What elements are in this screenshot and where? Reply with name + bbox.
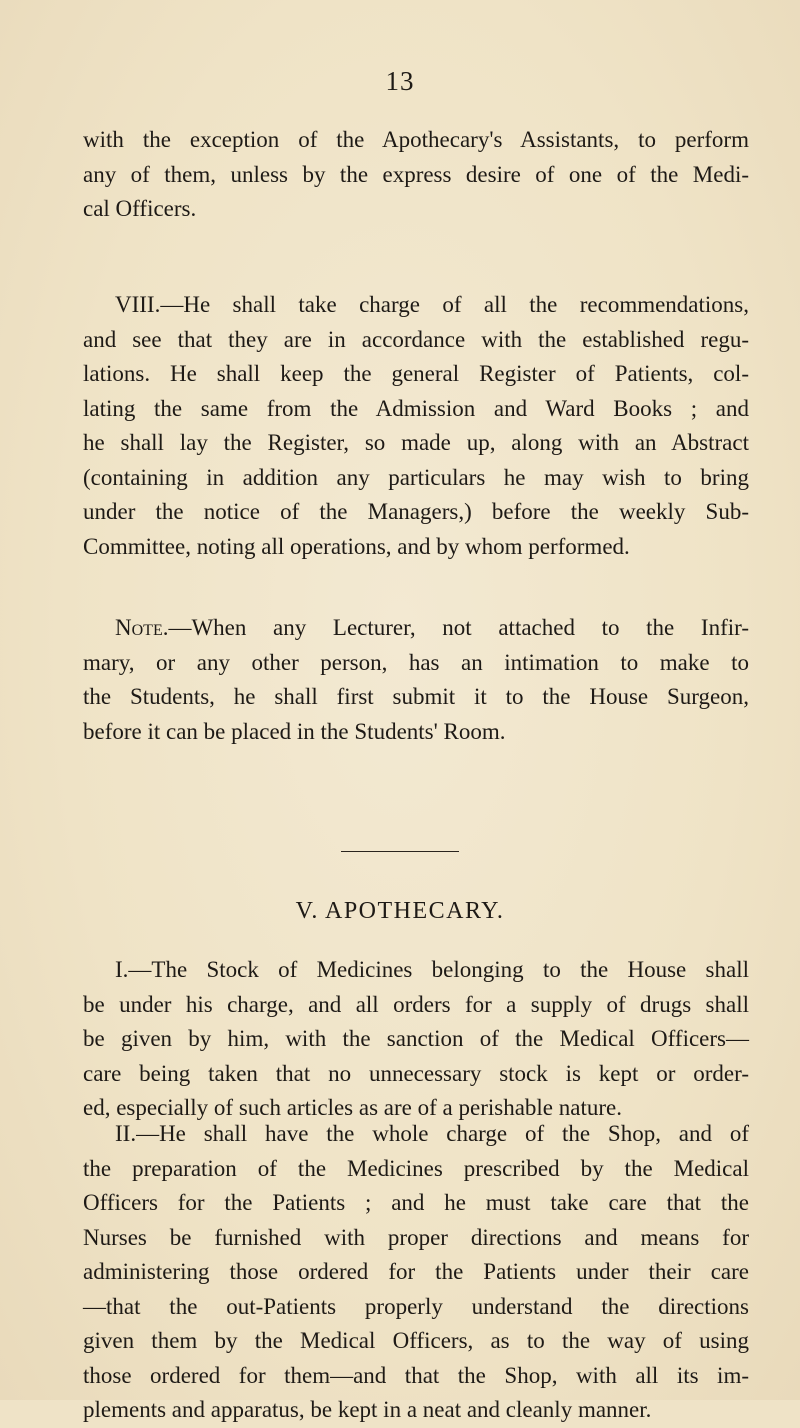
text-line: given them by the Medical Officers, as to the way of using	[83, 1328, 749, 1353]
text-line: Officers for the Patients ; and he must take care that the	[83, 1190, 749, 1215]
text-line: before it can be placed in the Students' Room.	[83, 718, 506, 744]
rule-i-paragraph	[83, 953, 749, 1126]
text-line: —that the out-Patients properly understand the directions	[83, 1293, 749, 1319]
continuation-paragraph	[83, 123, 749, 227]
text-line: any of them, unless by the express desire of one of the Medi-	[83, 161, 749, 187]
note-line-text: —When any Lecturer, not attached to the Infir-	[168, 615, 749, 640]
text-line: (containing in addition any particulars he may wish to bring	[83, 464, 749, 490]
text-line: be given by him, with the sanction of the Medical Officers—	[83, 1026, 749, 1051]
text-line	[83, 611, 749, 646]
section-heading: V. APOTHECARY.	[295, 898, 505, 924]
text-line: and see that they are in accordance with the established regu-	[83, 326, 749, 352]
text-line: ed, especially of such articles as are of a perishable nature.	[83, 1095, 622, 1120]
text-line: Committee, noting all operations, and by whom performed.	[83, 533, 630, 559]
note-paragraph	[83, 611, 749, 749]
text-line: mary, or any other person, has an intimation to make to	[83, 649, 749, 675]
page-number: 13	[385, 66, 415, 96]
text-line: lating the same from the Admission and Ward Books ; and	[83, 395, 749, 421]
text-line: lations. He shall keep the general Register of Patients, col-	[83, 361, 749, 386]
text-line: be under his charge, and all orders for a supply of drugs shall	[83, 991, 749, 1017]
text-line: administering those ordered for the Patients under their care	[83, 1259, 749, 1284]
text-line: care being taken that no unnecessary stock is kept or order-	[83, 1060, 749, 1086]
text-line: he shall lay the Register, so made up, along with an Abstract	[83, 430, 749, 455]
text-line: Nurses be furnished with proper directions and means for	[83, 1224, 749, 1250]
rule-viii-paragraph	[83, 288, 749, 564]
text-line: under the notice of the Managers,) before the weekly Sub-	[83, 499, 749, 524]
text-line: with the exception of the Apothecary's Assistants, to perform	[83, 127, 749, 152]
text-line: the Students, he shall first submit it to the House Surgeon,	[83, 684, 749, 709]
section-divider	[341, 851, 459, 852]
text-line: II.—He shall have the whole charge of the Shop, and of	[115, 1121, 749, 1146]
text-line: plements and apparatus, be kept in a neat and cleanly manner.	[83, 1397, 652, 1422]
text-line: I.—The Stock of Medicines belonging to the House shall	[115, 957, 749, 982]
text-line: the preparation of the Medicines prescribed by the Medical	[83, 1155, 749, 1181]
rule-ii-paragraph	[83, 1117, 749, 1428]
text-line: cal Officers.	[83, 196, 197, 221]
text-line: those ordered for them—and that the Shop, with all its im-	[83, 1362, 749, 1388]
text-line: VIII.—He shall take charge of all the recommendations,	[115, 292, 749, 317]
note-label: Note.	[115, 615, 169, 640]
